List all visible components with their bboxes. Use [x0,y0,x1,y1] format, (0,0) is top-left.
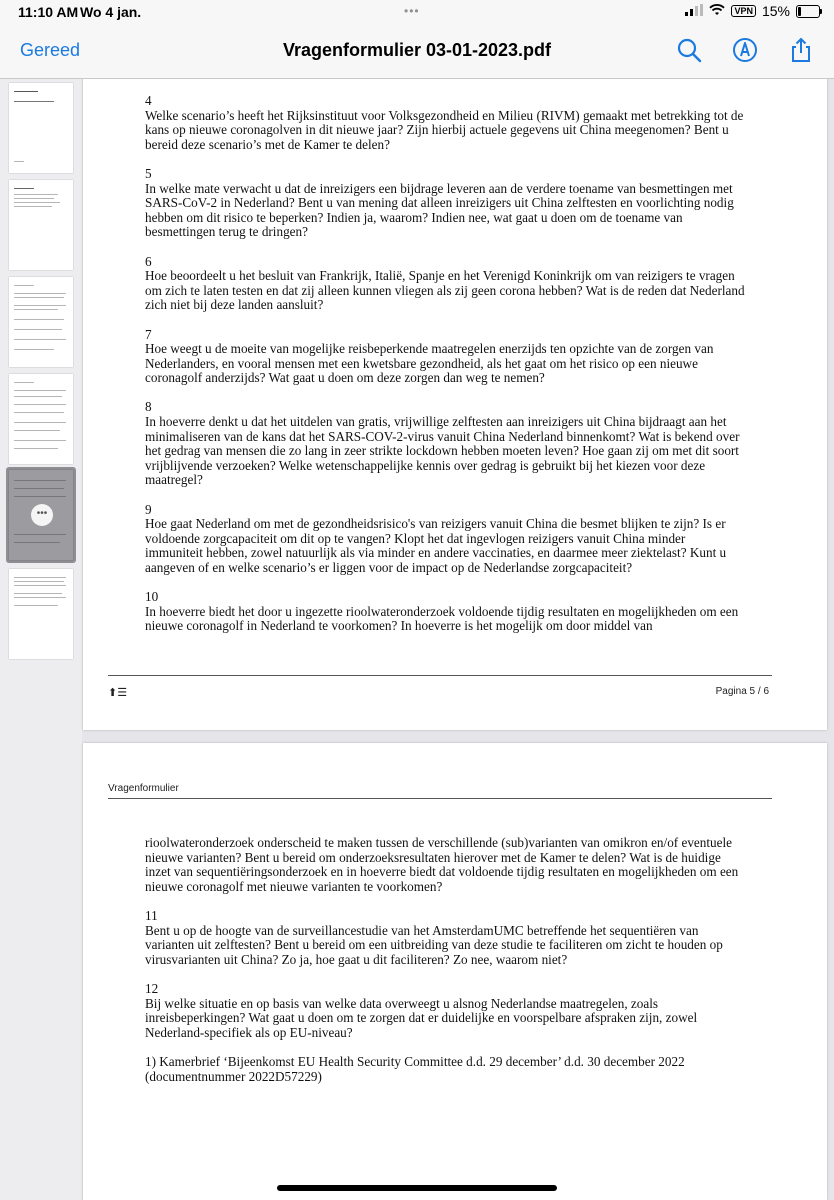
top-bar [0,0,834,79]
battery-icon [796,5,820,18]
battery-percent: 15% [761,3,790,19]
page-thumbnail-5[interactable] [9,470,73,560]
question-4: 4 Welke scenario’s heeft het Rijksinstituut voor Volksgezondheid en Milieu (RIVM) gemaakt met betrekking tot de kans op nieuwe coronagolven in dit nieuwe jaar? Zijn hierbij actuele gegevens uit China meegenomen? Bent u bereid deze scenario’s met de Kamer te delen? [145,93,744,152]
question-10-continued: rioolwateronderzoek onderscheid te maken tussen de verschillende (sub)varianten van omikron en/of eventuele nieuwe varianten? Bent u bereid om onderzoeksresultaten hierover met de Kamer te delen? Wat is de huidige inzet van sequentiëringsonderzoek en in hoeverre biedt dat voldoende tijdig resultaten en mogelijkheden om een nieuwe coronagolf met nieuwe varianten te voorkomen? [145,835,739,894]
document-title: Vragenformulier 03-01-2023.pdf [282,40,552,60]
footnote: 1) Kamerbrief ‘Bijeenkomst EU Health Security Committee d.d. 29 december’ d.d. 30 december 2022 (documentnummer 2022D57229) [145,1053,685,1084]
question-12: 12 Bij welke situatie en op basis van welke data overweegt u alsnog Nederlandse maatregelen, zoals inreisbeperkingen? Wat gaat u doen om te zorgen dat er duidelijke en voorspelbare afspraken zijn, zowel Nederland-specifiek als op EU-niveau? [145,980,698,1040]
page-thumbnail-1[interactable] [9,83,73,173]
page-number: Pagina 5 / 6 [715,686,769,697]
page-5-questions [145,94,745,649]
question-7: 7 Hoe weegt u de moeite van mogelijke reisbeperkende maatregelen enerzijds ten opzichte van de zorgen van Nederlanders, en vooral mensen met een kwetsbare gezondheid, als het gaat om het risico op een nieuwe coronagolf anderzijds? Wat gaat u doen om deze zorgen dan weg te nemen? [145,326,714,386]
status-time: 11:10 AM [18,4,79,20]
markup-icon[interactable] [731,36,759,64]
more-options-icon[interactable]: ••• [31,504,53,526]
multitask-dots[interactable]: ••• [404,4,420,18]
header-divider [108,798,772,799]
share-icon[interactable] [787,36,815,64]
question-10: 10 In hoeverre biedt het door u ingezette rioolwateronderzoek voldoende tijdig resultaten en mogelijkheden om een nieuwe coronagolf in Nederland te voorkomen? In hoeverre is het mogelijk om door middel van [145,589,739,634]
search-icon[interactable] [675,36,703,64]
vpn-badge: VPN [731,5,756,17]
page-thumbnail-3[interactable] [9,277,73,367]
pdf-page-6 [83,743,827,1200]
footer-divider [108,675,772,676]
home-indicator[interactable] [277,1185,557,1191]
status-date: Wo 4 jan. [80,4,142,20]
page-thumbnail-2[interactable] [9,180,73,270]
page-thumbnail-4[interactable] [9,374,73,464]
pdf-page-5 [83,60,827,730]
page-header-title: Vragenformulier [108,783,179,794]
question-5: 5 In welke mate verwacht u dat de inreizigers een bijdrage leveren aan de verdere toename van besmettingen met SARS-CoV-2 in Nederland? Bent u van mening dat alleen inreizigers uit China zelftesten en voorlichting nodig hebben om dit risico te beperken? Indien ja, waarom? Indien nee, wat gaat u doen om de toename van besmettingen terug te dringen? [145,165,734,240]
question-6: 6 Hoe beoordeelt u het besluit van Frankrijk, Italië, Spanje en het Verenigd Koninkrijk om van reizigers te vragen om zich te laten testen en dat zij alleen kunnen vliegen als zij geen corona hebben? Wat is de reden dat Nederland zich niet bij deze landen aansluit? [145,253,745,313]
wifi-icon [709,3,725,19]
question-8: 8 In hoeverre denkt u dat het uitdelen van gratis, vrijwillige zelftesten aan inreizigers uit China bijdraagt aan het minimaliseren van de kans dat het SARS-COV-2-virus vanuit China Nederland binnenkomt? Wat is bekend over het gedrag van mensen die zo lang in zeer strikte lockdown hebben moeten leven? Hoe gaan zij om met dit soort vrijblijvende verzoeken? Welke wetenschappelijke kennis over gedrag is gebruikt bij het kiezen voor deze maatregel? [145,399,740,488]
page-6-questions [145,836,745,1099]
question-11: 11 Bent u op de hoogte van de surveillancestudie van het AmsterdamUMC betreffende het sequentiëren van varianten uit zelftesten? Bent u bereid om een uitbreiding van deze studie te faciliteren om zicht te houden op virusvarianten uit China? Zo ja, hoe gaat u dit faciliteren? Zo nee, waarom niet? [145,907,723,967]
thumbnail-sidebar [0,79,82,1200]
signal-icon [685,3,703,19]
done-button[interactable]: Gereed [20,40,81,60]
question-9: 9 Hoe gaat Nederland om met de gezondheidsrisico's van reizigers vanuit China die besmet blijken te zijn? Is er voldoende zorgcapaciteit om dit op te vangen? Klopt het dat ingevlogen reizigers vanuit China minder immuniteit hebben, zowel natuurlijk als via minder en andere vaccinaties, en daarmee meer ziektelast? Kunt u aangeven of en welke scenario’s er liggen voor de impact op de Nederlandse zorgcapaciteit? [145,501,727,575]
page-thumbnail-6[interactable] [9,569,73,659]
status-indicators [685,3,820,19]
logo-icon: ⬆☰ [108,687,128,699]
